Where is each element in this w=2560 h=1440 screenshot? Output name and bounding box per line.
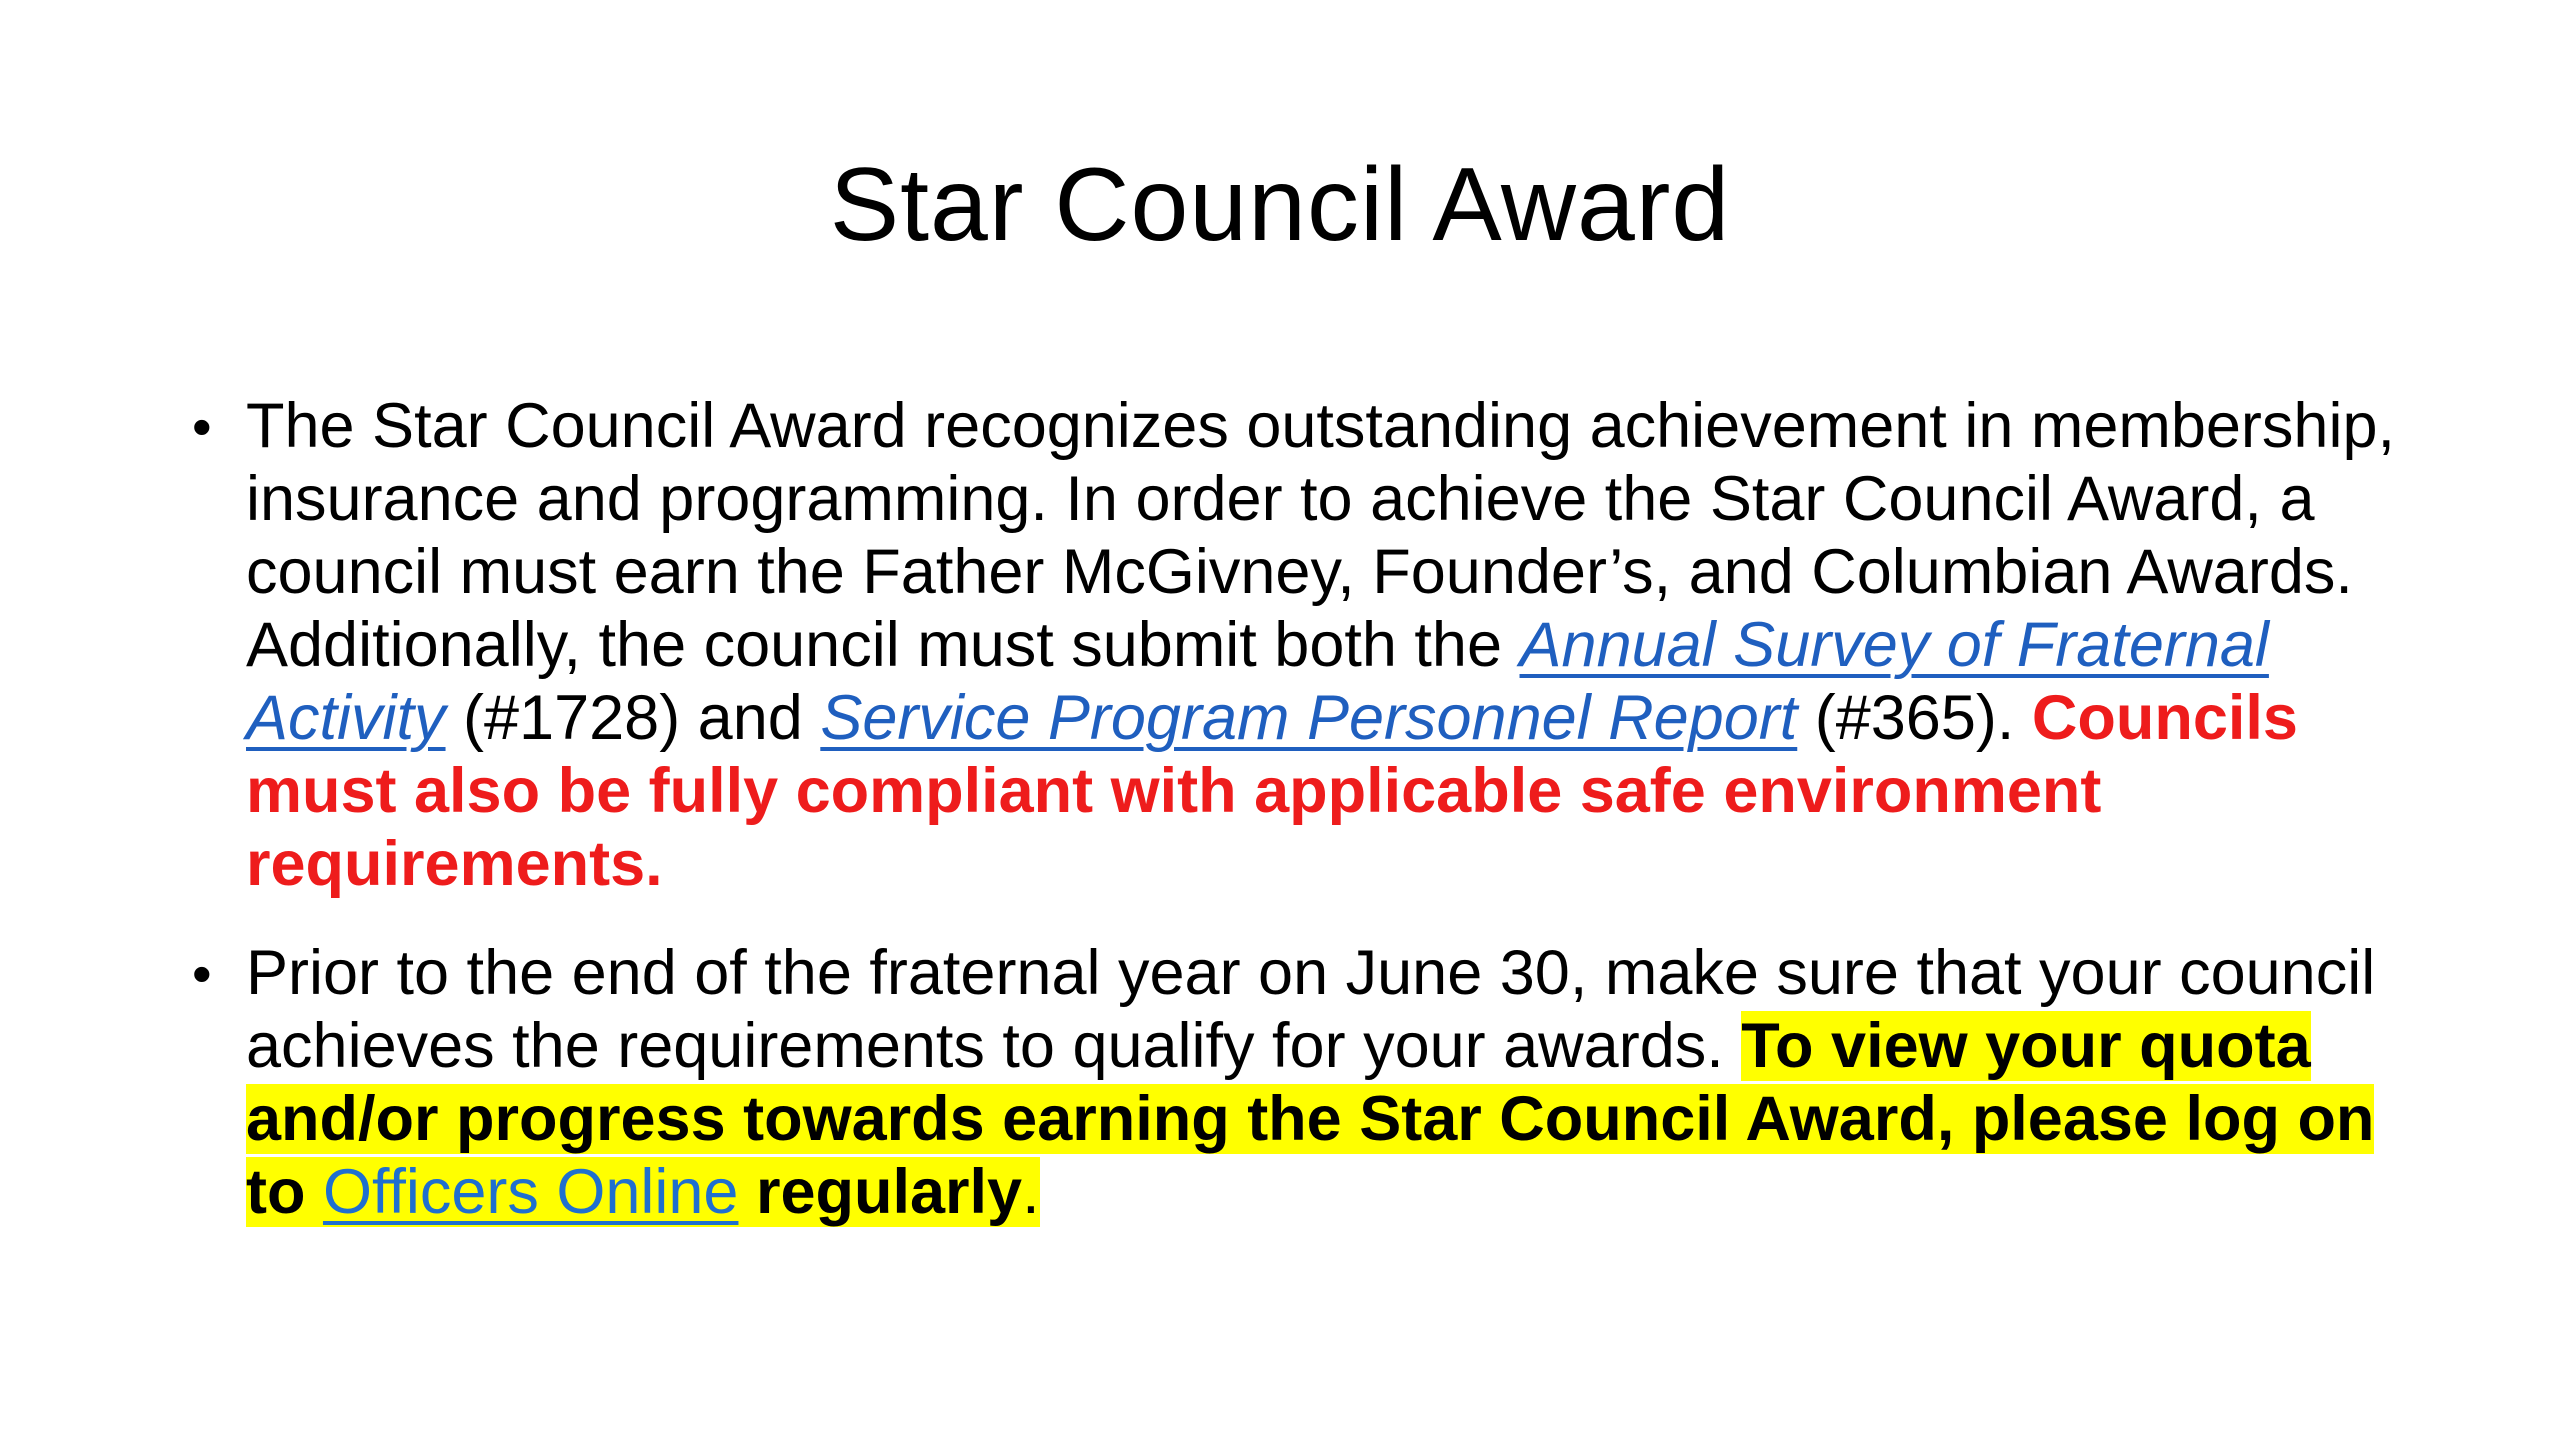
bullet-item-deadline — [192, 937, 2430, 1229]
form-number-text: (#365). — [1797, 683, 2032, 753]
slide-title: Star Council Award — [829, 147, 1731, 263]
bullet-marker-icon: • — [192, 395, 212, 458]
sentence-period: . — [1022, 1157, 1040, 1227]
form-number-text: (#1728) and — [445, 683, 821, 753]
officers-online-link[interactable]: Officers Online — [322, 1157, 739, 1227]
bullet-text: Prior to the end of the fraternal year on June 30, make sure that your council achieves the requirements to qualify for your awards. — [246, 938, 2376, 1081]
service-program-report-link[interactable]: Service Program Personnel Report — [820, 683, 1798, 753]
safe-environment-requirement: Councils must also be fully compliant with applicable safe environment requirements. — [246, 683, 2298, 899]
bullet-item-star-council-overview — [192, 390, 2430, 901]
annual-survey-link[interactable]: Annual Survey of Fraternal Activity — [246, 610, 2269, 753]
bullet-list — [192, 390, 2430, 1229]
highlighted-text-end: regularly — [738, 1157, 1023, 1227]
bullet-text: The Star Council Award recognizes outstanding achievement in membership, insurance and programming. In order to achieve the Star Council Award, a council must earn the Father McGivney, Founder’s, and Columbian Awards. Additionally, the council must submit both the — [246, 391, 2395, 680]
highlighted-text: To view your quota and/or progress towards earning the Star Council Award, please log on to — [246, 1011, 2375, 1227]
bullet-marker-icon: • — [192, 942, 212, 1005]
